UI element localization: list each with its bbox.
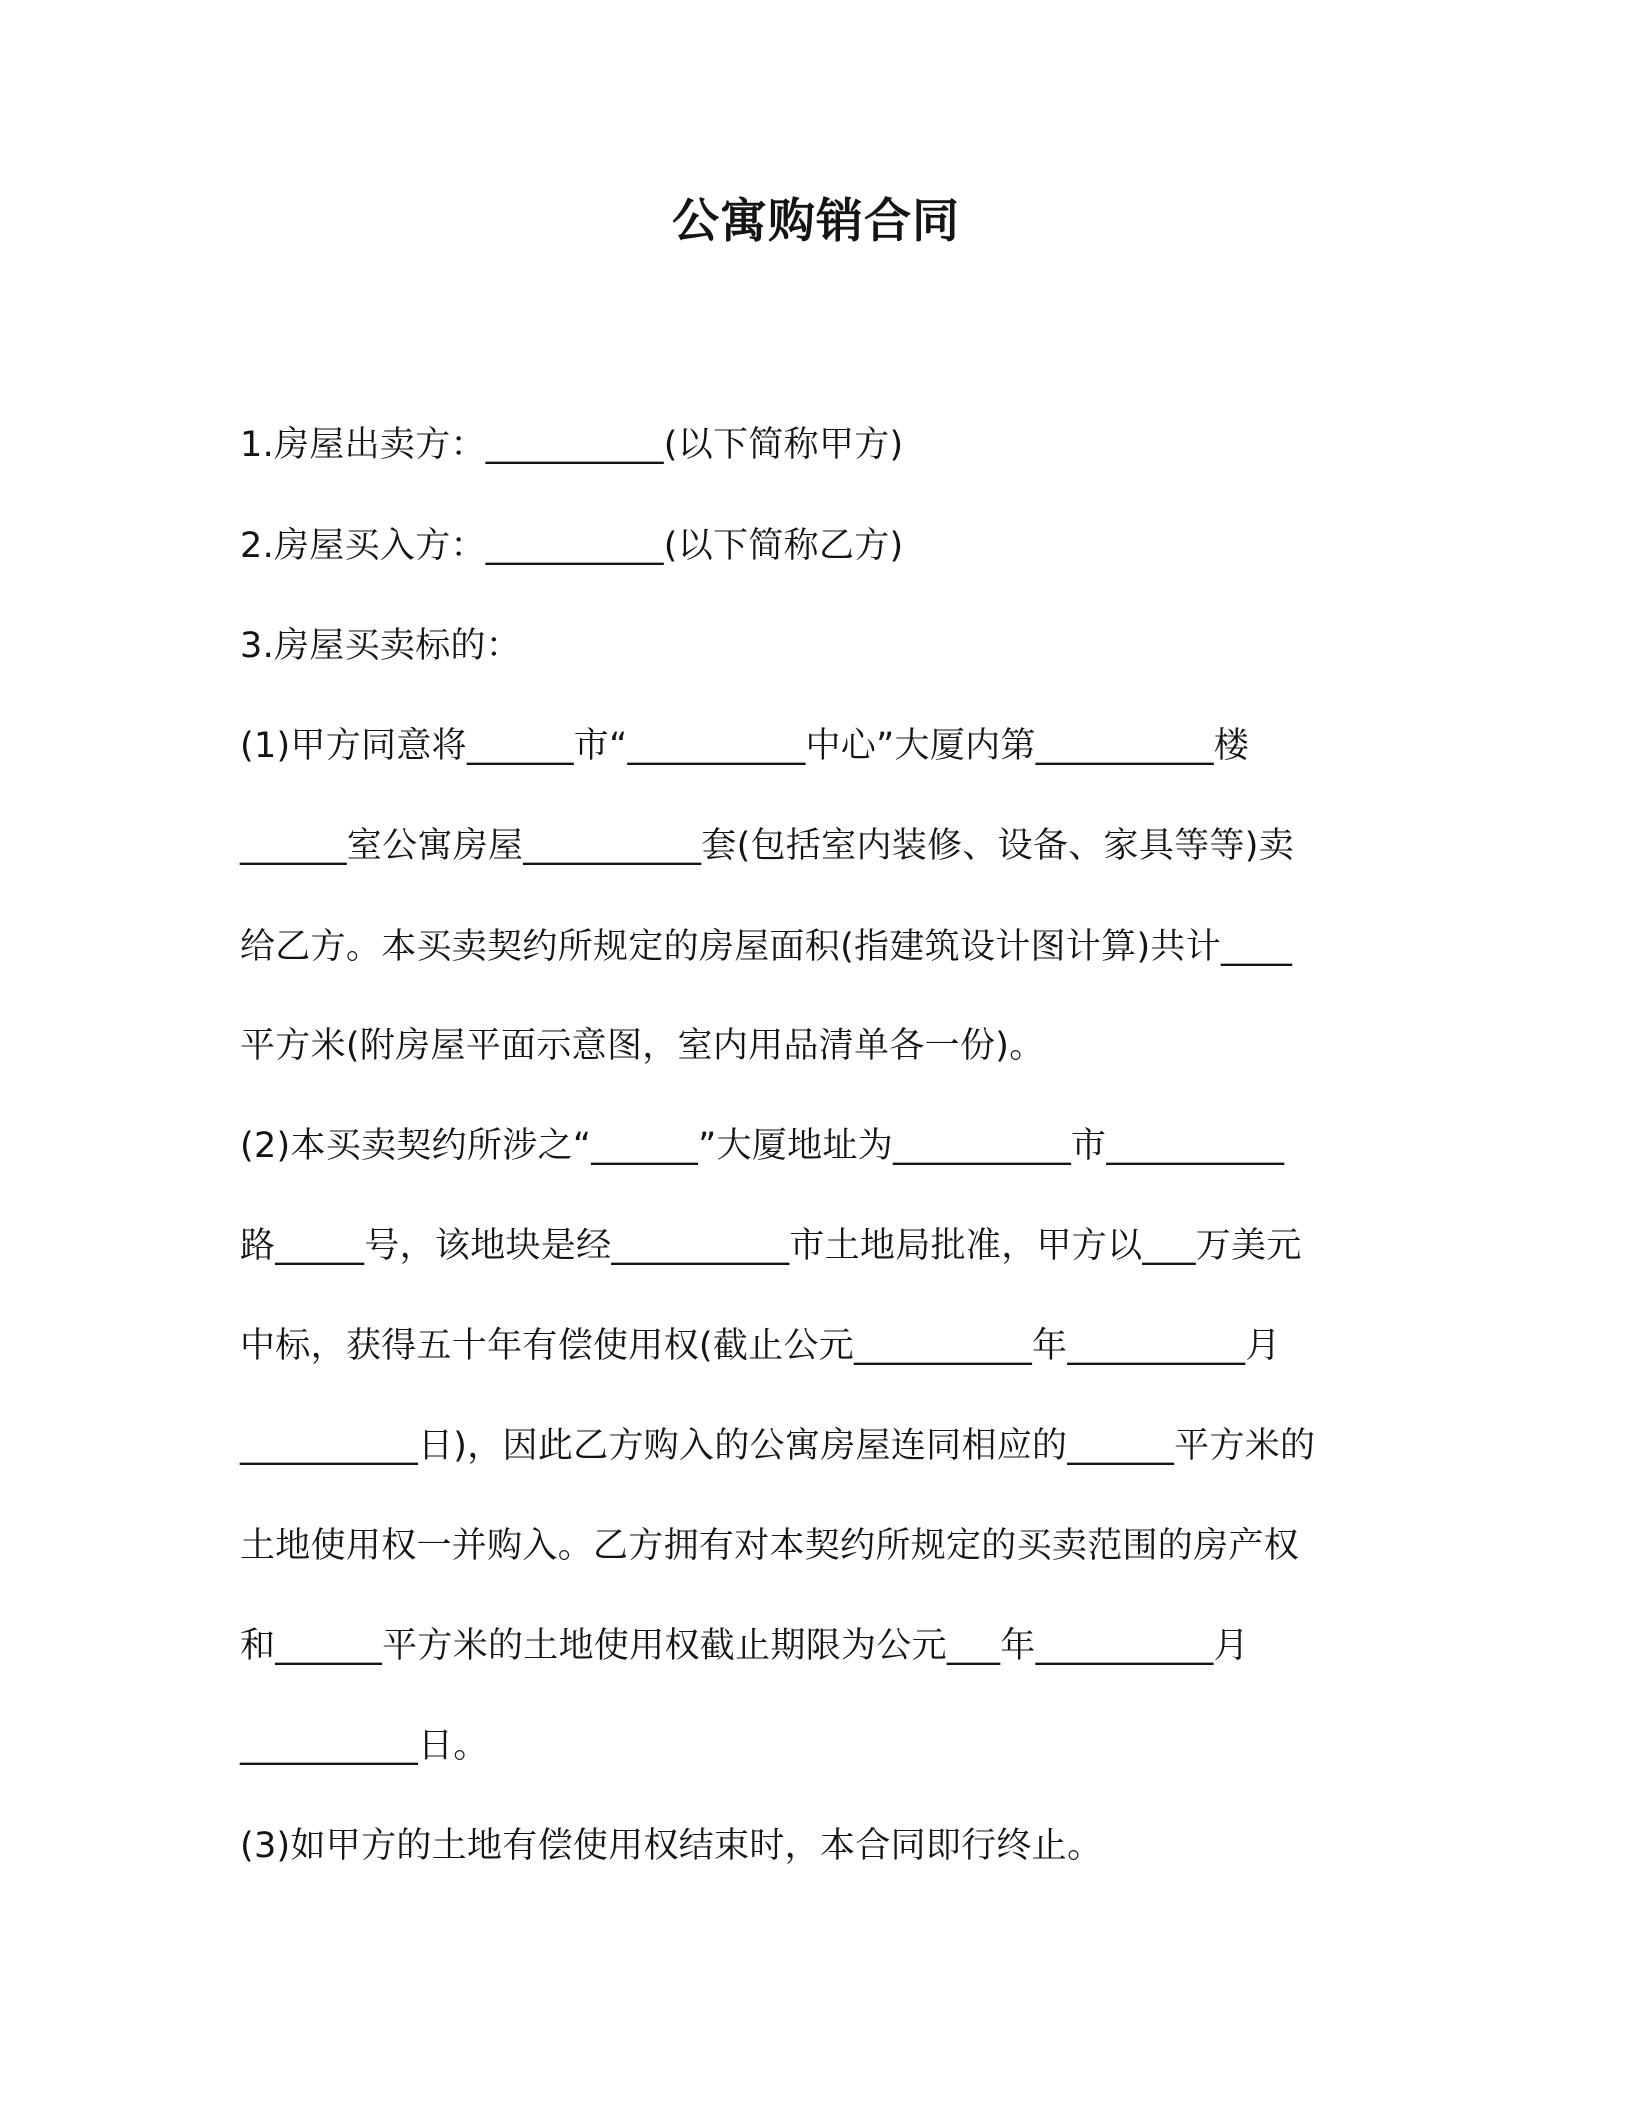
clause-buyer: 2.房屋买入方：__________(以下简称乙方) — [240, 526, 904, 566]
clause-text-line: 土地使用权一并购入。乙方拥有对本契约所规定的买卖范围的房产权 — [240, 1526, 1300, 1566]
clause-text-line: ______室公寓房屋__________套(包括室内装修、设备、家具等等)卖 — [240, 826, 1295, 866]
clause-text-line: 平方米(附房屋平面示意图，室内用品清单各一份)。 — [240, 1026, 1045, 1066]
clause-text-line: 中标，获得五十年有偿使用权(截止公元__________年__________月 — [240, 1326, 1281, 1366]
clause-text-line: (2)本买卖契约所涉之“______”大厦地址为__________市__________ — [240, 1126, 1285, 1166]
document-title: 公寓购销合同 — [672, 194, 960, 249]
clause-text-line: 和______平方米的土地使用权截止期限为公元___年__________月 — [240, 1626, 1249, 1666]
clause-text-line: __________日。 — [240, 1726, 489, 1766]
clause-text-line: (1)甲方同意将______市“__________中心”大厦内第__________楼 — [240, 726, 1250, 766]
clause-text-line: (3)如甲方的土地有偿使用权结束时，本合同即行终止。 — [240, 1826, 1103, 1866]
clause-subject-heading: 3.房屋买卖标的： — [240, 626, 522, 666]
clause-text-line: 路_____号，该地块是经__________市土地局批准，甲方以___万美元 — [240, 1226, 1302, 1266]
clause-text-line: 给乙方。本买卖契约所规定的房屋面积(指建筑设计图计算)共计____ — [240, 927, 1293, 967]
clause-text-line: __________日)，因此乙方购入的公寓房屋连同相应的______平方米的 — [240, 1426, 1316, 1466]
clause-seller: 1.房屋出卖方：__________(以下简称甲方) — [240, 425, 904, 465]
